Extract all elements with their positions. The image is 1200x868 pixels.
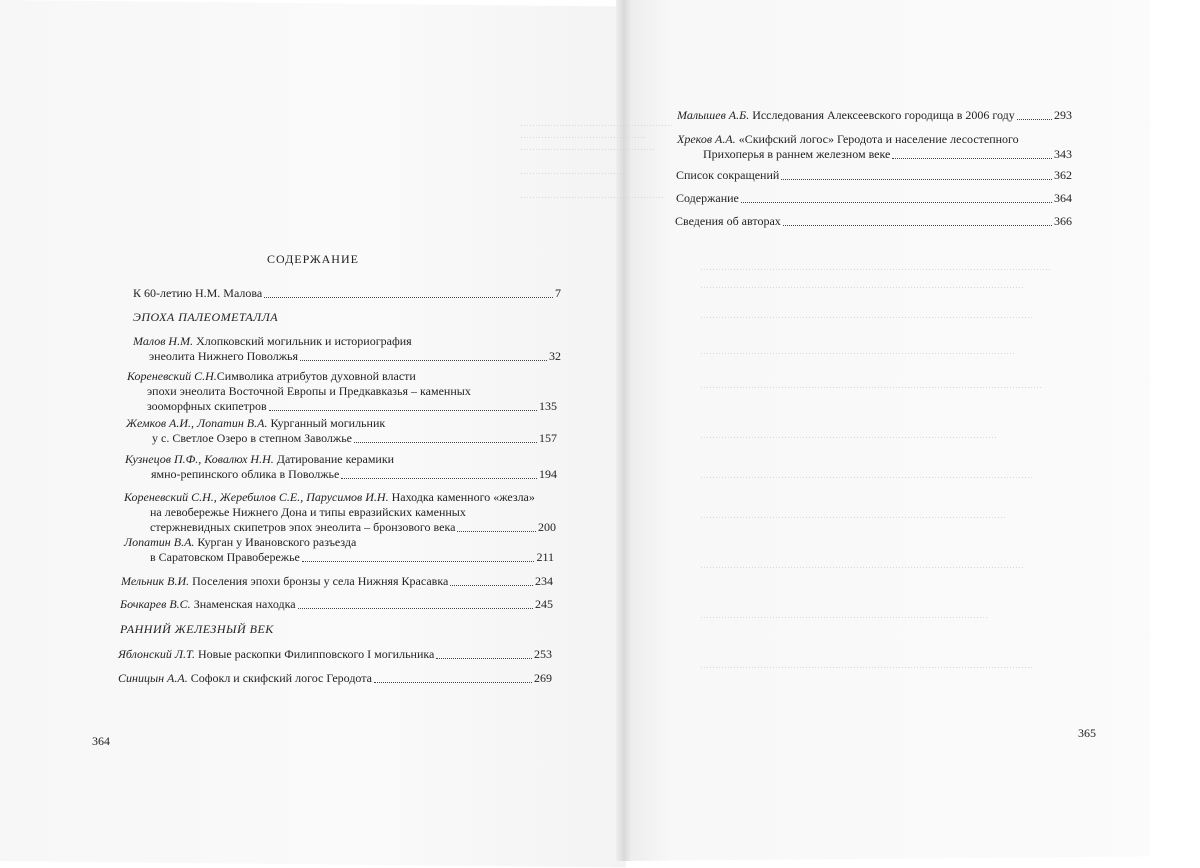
toc-entry-intro[interactable] xyxy=(133,286,561,301)
background xyxy=(1150,0,1200,861)
entry-author: Синицын А.А. xyxy=(118,671,188,685)
page-ref: 343 xyxy=(1054,147,1072,161)
entry-author: Хреков А.А. xyxy=(677,132,736,146)
entry-author: Кореневский С.Н. xyxy=(127,369,217,383)
entry-title: Содержание xyxy=(676,191,739,205)
contents-heading: СОДЕРЖАНИЕ xyxy=(267,252,359,266)
entry-author: Малышев А.Б. xyxy=(677,108,750,122)
page-ref: 194 xyxy=(539,467,557,481)
page-ref: 211 xyxy=(536,550,554,564)
entry-author: Кузнецов П.Ф., Ковалюх Н.Н. xyxy=(125,452,274,466)
toc-entry[interactable] xyxy=(675,214,1072,229)
page-ref: 234 xyxy=(535,574,553,588)
section-heading-early-iron-age: РАННИЙ ЖЕЛЕЗНЫЙ ВЕК xyxy=(120,622,274,636)
page-ref: 364 xyxy=(1054,191,1072,205)
toc-entry[interactable]: Кореневский С.Н.Символика атрибутов духовной власти эпохи энеолита Восточной Европы и Предкавказья – каменных зооморфных скипетров 135 xyxy=(127,369,557,413)
toc-entry[interactable]: Малов Н.М. Хлопковский могильник и историография энеолита Нижнего Поволжья 32 xyxy=(133,334,561,363)
toc-entry[interactable] xyxy=(676,168,1072,183)
page-ref: 7 xyxy=(555,286,561,300)
page-ref: 157 xyxy=(539,431,557,445)
toc-entry[interactable]: Кореневский С.Н., Жеребилов С.Е., Парусимов И.Н. Находка каменного «жезла» на левобережье Нижнего Дона и типы евразийских каменных стержневидных скипетров эпох энеолита – бронзового века 200 xyxy=(124,490,556,534)
entry-author: Кореневский С.Н., Жеребилов С.Е., Парусимов И.Н. xyxy=(124,490,389,504)
entry-author: Яблонский Л.Т. xyxy=(118,647,195,661)
entry-title: Список сокращений xyxy=(676,168,780,182)
toc-entry[interactable]: Жемков А.И., Лопатин В.А. Курганный могильник у с. Светлое Озеро в степном Заволжье 157 xyxy=(126,416,557,445)
page-ref: 32 xyxy=(549,349,561,363)
page-ref: 200 xyxy=(538,520,556,534)
toc-entry[interactable]: Яблонский Л.Т. Новые раскопки Филипповского I могильника 253 xyxy=(118,647,552,661)
toc-entry[interactable]: Синицын А.А. Софокл и скифский логос Геродота 269 xyxy=(118,671,552,685)
page-ref: 135 xyxy=(539,399,557,413)
page-ref: 366 xyxy=(1054,214,1072,228)
entry-title: К 60-летию Н.М. Малова xyxy=(133,286,263,300)
page-ref: 269 xyxy=(534,671,552,685)
entry-author: Лопатин В.А. xyxy=(124,535,195,549)
toc-entry[interactable]: Мельник В.И. Поселения эпохи бронзы у села Нижняя Красавка 234 xyxy=(121,574,553,588)
toc-entry[interactable] xyxy=(676,191,1072,206)
entry-author: Малов Н.М. xyxy=(133,334,194,348)
page-ref: 293 xyxy=(1054,108,1072,122)
entry-author: Жемков А.И., Лопатин В.А. xyxy=(126,416,268,430)
toc-entry[interactable]: Кузнецов П.Ф., Ковалюх Н.Н. Датирование керамики ямно-репинского облика в Поволжье 194 xyxy=(125,452,557,481)
page-ref: 362 xyxy=(1054,168,1072,182)
entry-author: Бочкарев В.С. xyxy=(120,597,191,611)
entry-author: Мельник В.И. xyxy=(121,574,190,588)
dot-leader xyxy=(264,297,553,298)
toc-entry[interactable]: Бочкарев В.С. Знаменская находка 245 xyxy=(120,597,553,611)
toc-entry[interactable]: Малышев А.Б. Исследования Алексеевского городища в 2006 году 293 xyxy=(677,108,1072,122)
page-number-right: 365 xyxy=(1078,726,1096,740)
entry-title: Сведения об авторах xyxy=(675,214,781,228)
page-number-left: 364 xyxy=(92,734,110,748)
toc-entry[interactable]: Хреков А.А. «Скифский логос» Геродота и население лесостепного Прихоперья в раннем железном веке 343 xyxy=(677,132,1072,161)
page-ref: 245 xyxy=(535,597,553,611)
section-heading-paleometal: ЭПОХА ПАЛЕОМЕТАЛЛА xyxy=(133,310,279,324)
toc-entry[interactable]: Лопатин В.А. Курган у Ивановского разъезда в Саратовском Правобережье 211 xyxy=(124,535,554,564)
page-ref: 253 xyxy=(534,647,552,661)
